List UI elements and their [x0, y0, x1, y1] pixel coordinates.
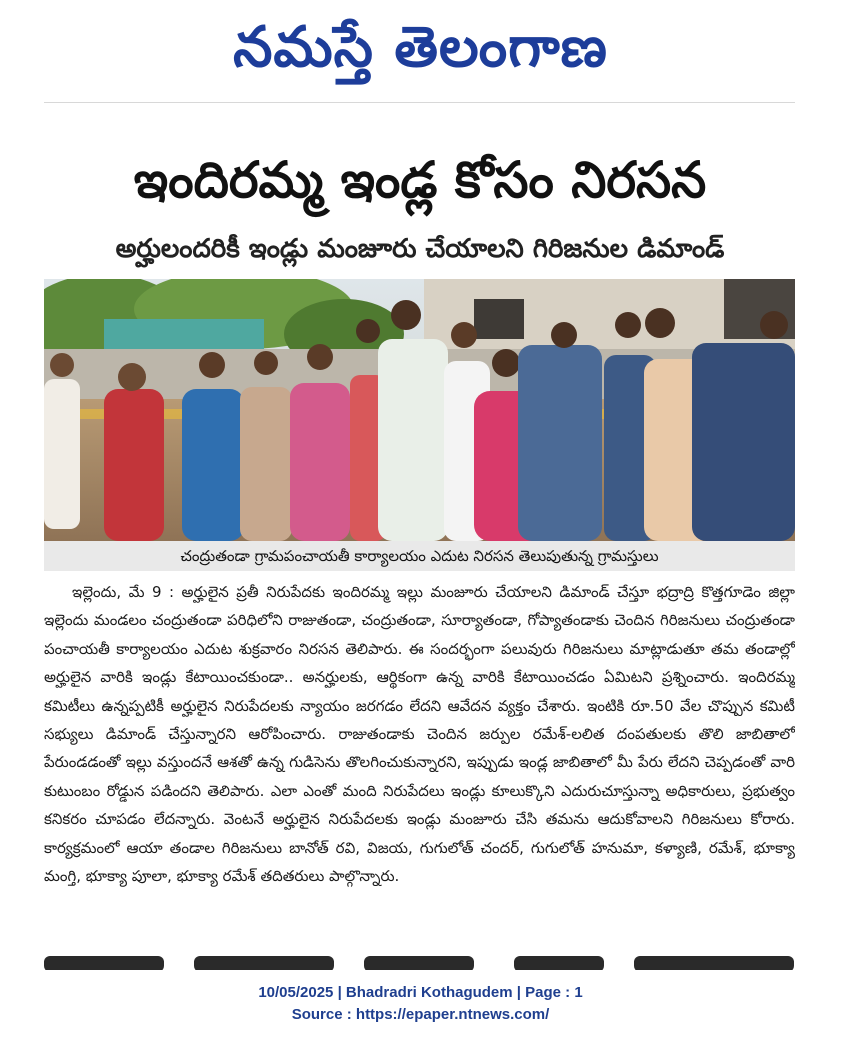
- article-photo: [44, 279, 795, 541]
- article-body: ఇల్లెందు, మే 9 : అర్హులైన ప్రతీ నిరుపేదకు ఇందిరమ్మ ఇల్లు మంజూరు చేయాలని డిమాండ్ చేస్తూ భద్రాద్రి కొత్తగూడెం జిల్లా ఇల్లెందు మండలం చంద్రుతండా పరిధిలోని రాజుతండా, చంద్రుతండా, సూర్యాతండా, గోప్యాతండాకు చెందిన గిరిజనులు చంద్రుతండా పంచాయతీ కార్యాలయం ఎదుట శుక్రవారం నిరసన తెలిపారు. ఈ సందర్భంగా పలువురు గిరిజనులు మాట్లాడుతూ తమ తండాల్లో అర్హులైన వారికి ఇండ్లు కేటాయించకుండా.. అనర్హులకు, ఆర్థికంగా ఉన్న వారికి కేటాయించడం ఏమిటని ప్రశ్నించారు. ఇందిరమ్మ కమిటీలు ఉన్నప్పటికీ అర్హులైన నిరుపేదలకు న్యాయం జరగడం లేదని ఆవేదన వ్యక్తం చేశారు. ఇంటికి రూ.50 వేల చొప్పున కమిటీ సభ్యులు డిమాండ్ చేస్తున్నారని ఆరోపించారు. రాజుతండాకు చెందిన జర్పుల రమేశ్-లలిత దంపతులకు తొలి జాబితాలో పేరుండడంతో ఇల్లు వస్తుందనే ఆశతో ఉన్న గుడిసెను తొలగించుకున్నారని, ఇప్పుడు ఇండ్ల జాబితాలో మీ పేరు లేదని చెప్పడంతో వారి కుటుంబం రోడ్డున పడిందని తెలిపారు. ఎలా ఎంతో మంది నిరుపేదలు ఇండ్లు కూలుక్కొని ఎదురుచూస్తున్నా అధికారులు, ప్రభుత్వం కనికరం చూపడం లేదన్నారు. వెంటనే అర్హులైన నిరుపేదలకు ఇండ్లు మంజూరు చేసి తమను ఆదుకోవాలని గిరిజనులు కోరారు. కార్యక్రమంలో ఆయా తండాల గిరిజనులు బానోత్ రవి, విజయ, గుగులోత్ చందర్, గుగులోత్ హనుమా, కళ్యాణి, రమేశ్, భూక్యా మంగ్తి, భూక్యా పూలా, భూక్యా రమేశ్ తదితరులు పాల్గొన్నారు.: [44, 583, 795, 886]
- article-subheadline: అర్హులందరికీ ఇండ్లు మంజూరు చేయాలని గిరిజనుల డిమాండ్: [115, 234, 725, 264]
- footer-source: Source : https://epaper.ntnews.com/: [291, 1006, 550, 1023]
- photo-caption: చంద్రుతండా గ్రామపంచాయతీ కార్యాలయం ఎదుట నిరసన తెలుపుతున్న గ్రామస్తులు: [44, 541, 795, 571]
- masthead-divider: [44, 102, 795, 103]
- next-article-cut: [44, 950, 795, 970]
- masthead-logo: నమస్తే తెలంగాణ: [233, 14, 608, 80]
- footer-date-edition: 10/05/2025 | Bhadradri Kothagudem | Page : 1: [258, 984, 583, 1001]
- article-headline: ఇందిరమ్మ ఇండ్ల కోసం నిరసన: [133, 151, 707, 209]
